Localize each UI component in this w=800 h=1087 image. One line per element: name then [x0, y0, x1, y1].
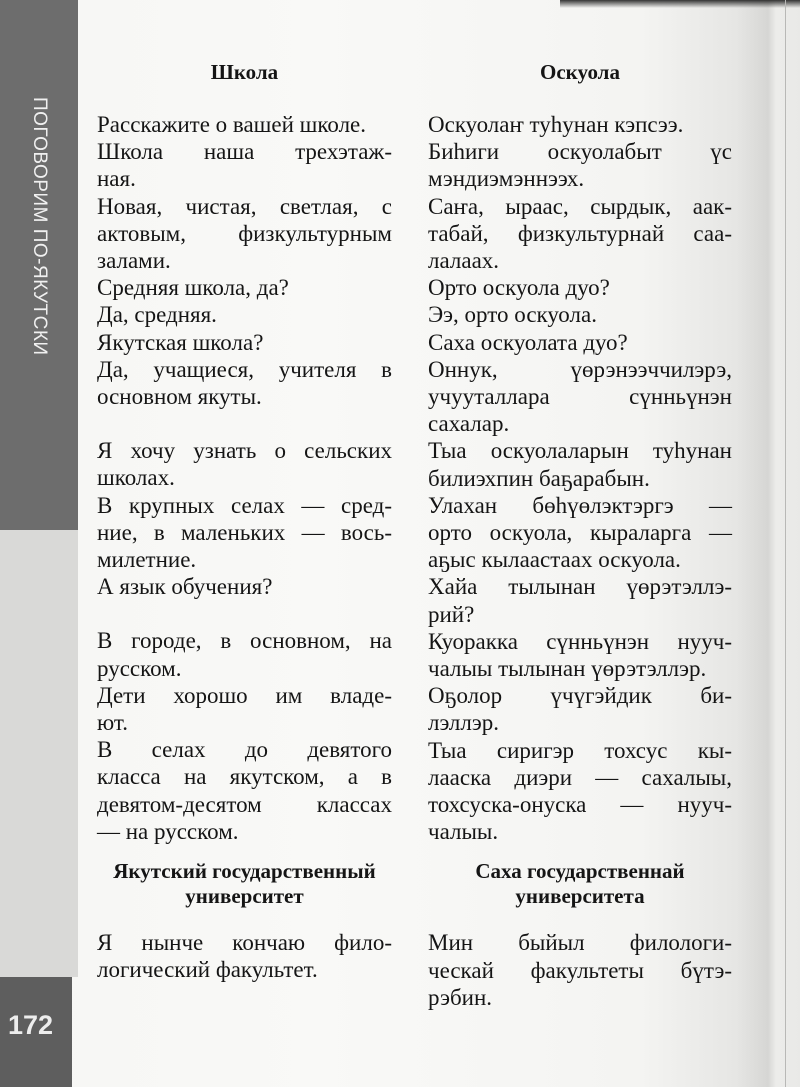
dialogue-school-sah: [428, 111, 732, 845]
dialogue-university-ru: [97, 929, 392, 983]
text-line: Новая, чистая, светлая, с: [97, 193, 392, 219]
text-line: Орто оскуола дуо?: [428, 275, 610, 301]
text-line: класса на якутском, а в: [97, 764, 392, 790]
heading-school-ru: Школа: [210, 60, 279, 84]
text-line: ная.: [97, 166, 136, 192]
text-line: логический факультет.: [97, 957, 318, 983]
text-line: Я нынче кончаю фило-: [97, 930, 392, 956]
heading-university-ru: Якутский государственный университет: [113, 859, 376, 909]
text-line: Да, учащиеся, учителя в: [97, 356, 392, 382]
dialogue-language-ru: [97, 627, 392, 845]
text-line: тохсуска-онуска — нууч-: [428, 792, 732, 818]
yakut-column: [428, 60, 732, 1011]
text-line: Ээ, орто оскуола.: [428, 302, 597, 328]
text-line: русском.: [97, 655, 182, 681]
text-line: В крупных селах — сред-: [97, 492, 392, 518]
text-line: ют.: [97, 710, 128, 736]
text-line: учууталлара сүнньүнэн: [428, 384, 732, 410]
text-line: рэбин.: [428, 984, 493, 1010]
text-line: лэллэр.: [428, 710, 500, 736]
text-line: ческай факультеты бүтэ-: [428, 957, 732, 983]
text-line: Хайа тылынан үөрэтэллэ-: [428, 574, 732, 600]
text-line: рий?: [428, 601, 475, 627]
text-line: аҕыс кылаастаах оскуола.: [428, 547, 681, 573]
text-line: Мин быйыл филологи-: [428, 930, 732, 956]
text-line: Я хочу узнать о сельских: [97, 438, 392, 464]
text-line: Средняя школа, да?: [97, 275, 289, 301]
dialogue-rural-ru: [97, 437, 392, 600]
text-line: мэндиэмэннээх.: [428, 166, 585, 192]
text-line: Тыа оскуолаларын туһунан: [428, 438, 732, 464]
page-number: 172: [8, 1010, 54, 1040]
text-line: сахалар.: [428, 411, 510, 437]
text-line: орто оскуола, кыраларга —: [428, 520, 732, 546]
text-line: милетние.: [97, 547, 197, 573]
text-line: А язык обучения?: [97, 574, 273, 600]
text-line: Расскажите о вашей школе.: [97, 112, 367, 137]
section-side-band: [0, 0, 78, 530]
text-line: лааска диэри — сахалыы,: [428, 764, 732, 790]
text-line: Дети хорошо им владе-: [97, 682, 392, 708]
text-line: Саҥа, ыраас, сырдык, аак-: [428, 193, 732, 219]
text-line: Улахан бөһүөлэктэргэ —: [428, 492, 732, 518]
text-line: Куоракка сүнньүнэн нууч-: [428, 628, 732, 654]
text-line: Якутская школа?: [97, 329, 264, 355]
text-line: актовым, физкультурным: [97, 220, 392, 246]
text-line: девятом-десятом классах: [97, 791, 392, 817]
scan-shadow: [560, 0, 800, 8]
text-line: табай, физкультурнай саа-: [428, 220, 732, 246]
text-line: лалаах.: [428, 248, 500, 274]
text-line: Оскуолаҥ туһунан кэпсээ.: [428, 112, 684, 137]
text-line: Оҕолор үчүгэйдик би-: [428, 683, 732, 709]
side-band-light: [0, 530, 78, 977]
text-line: Оннук, үөрэнээччилэрэ,: [428, 356, 732, 382]
text-line: школах.: [97, 465, 175, 491]
text-line: В селах до девятого: [97, 737, 392, 763]
text-line: ние, в маленьких — вось-: [97, 519, 392, 545]
text-line: Да, средняя.: [97, 302, 217, 328]
heading-school-sah: Оскуола: [540, 60, 620, 84]
text-line: чалыы тылынан үөрэтэллэр.: [428, 656, 707, 682]
text-line: — на русском.: [97, 818, 239, 844]
text-line: Биһиги оскуолабыт үс: [428, 139, 732, 165]
section-title: ПОГОВОРИМ ПО-ЯКУТСКИ: [29, 97, 50, 356]
text-line: билиэхпин баҕарабын.: [428, 465, 650, 491]
text-line: Саха оскуолата дуо?: [428, 329, 628, 355]
text-line: В городе, в основном, на: [97, 628, 392, 654]
dialogue-university-sah: [428, 929, 732, 1011]
text-line: Тыа сиригэр тохсус кы-: [428, 737, 732, 763]
russian-column: [97, 60, 392, 983]
page-gutter-edge: [785, 0, 786, 1087]
dialogue-school-ru: [97, 111, 392, 410]
text-line: основном якуты.: [97, 384, 262, 410]
heading-university-sah: Саха государственнай университета: [475, 859, 685, 909]
text-line: чалыы.: [428, 819, 499, 845]
text-line: залами.: [97, 248, 171, 274]
text-line: Школа наша трехэтаж-: [97, 139, 392, 165]
